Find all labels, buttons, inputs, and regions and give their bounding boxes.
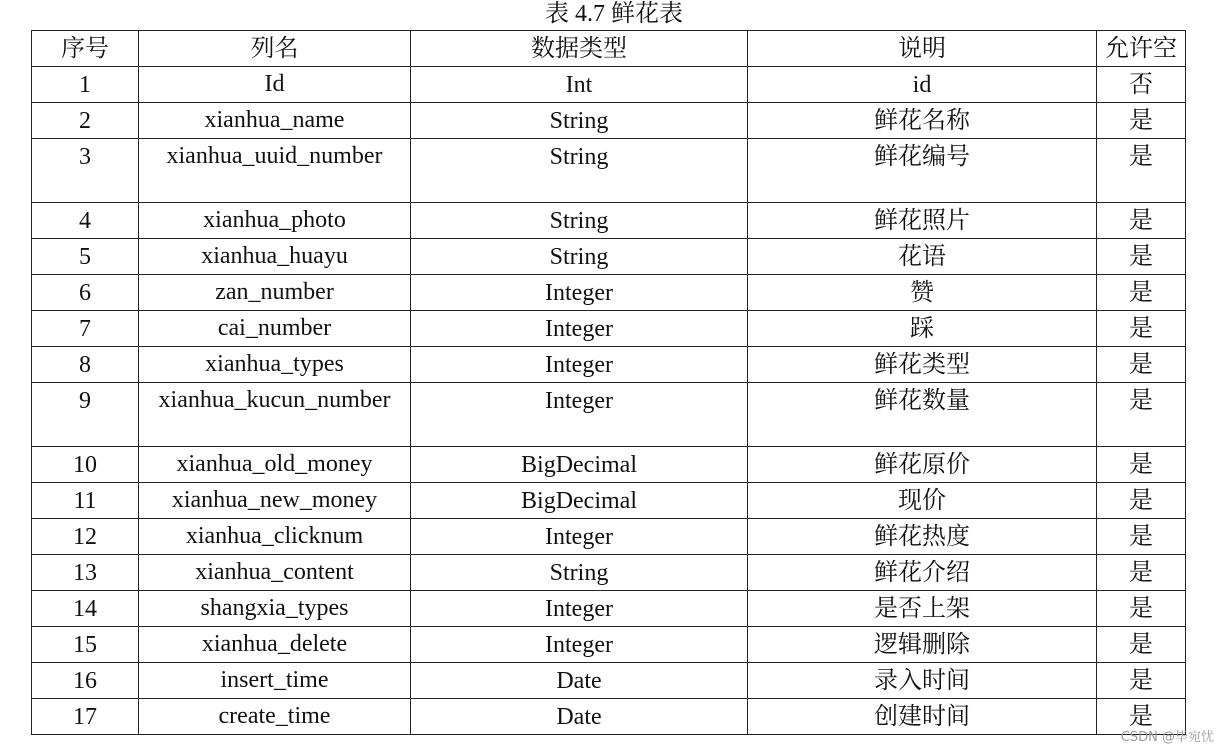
- cell-column-name: zan_number: [139, 275, 411, 311]
- table-row: [32, 663, 1186, 699]
- table-row: [32, 699, 1186, 735]
- cell-column-name: shangxia_types: [139, 591, 411, 627]
- table-row: [32, 203, 1186, 239]
- cell-no: 17: [32, 699, 139, 735]
- cell-column-name: create_time: [139, 699, 411, 735]
- cell-data-type: BigDecimal: [411, 483, 748, 519]
- cell-nullable: 是: [1097, 139, 1186, 203]
- cell-description: 录入时间: [748, 663, 1097, 699]
- cell-data-type: Integer: [411, 383, 748, 447]
- cell-description: 是否上架: [748, 591, 1097, 627]
- table-row: [32, 483, 1186, 519]
- cell-column-name: xianhua_kucun_number: [139, 383, 411, 447]
- header-no: 序号: [32, 31, 139, 67]
- table-row: [32, 239, 1186, 275]
- table-row: [32, 139, 1186, 203]
- cell-column-name: xianhua_delete: [139, 627, 411, 663]
- cell-column-name: Id: [139, 67, 411, 103]
- cell-no: 1: [32, 67, 139, 103]
- cell-nullable: 否: [1097, 67, 1186, 103]
- cell-data-type: Integer: [411, 627, 748, 663]
- table-row: [32, 591, 1186, 627]
- cell-no: 11: [32, 483, 139, 519]
- cell-description: 花语: [748, 239, 1097, 275]
- cell-data-type: Integer: [411, 591, 748, 627]
- cell-nullable: 是: [1097, 483, 1186, 519]
- cell-description: 踩: [748, 311, 1097, 347]
- cell-description: 鲜花热度: [748, 519, 1097, 555]
- cell-nullable: 是: [1097, 103, 1186, 139]
- cell-description: 创建时间: [748, 699, 1097, 735]
- cell-no: 4: [32, 203, 139, 239]
- table-row: [32, 67, 1186, 103]
- cell-data-type: Int: [411, 67, 748, 103]
- cell-no: 9: [32, 383, 139, 447]
- table-row: [32, 103, 1186, 139]
- table-row: [32, 555, 1186, 591]
- cell-data-type: String: [411, 555, 748, 591]
- cell-data-type: Integer: [411, 311, 748, 347]
- cell-nullable: 是: [1097, 239, 1186, 275]
- cell-description: 鲜花原价: [748, 447, 1097, 483]
- header-nullable: 允许空: [1097, 31, 1186, 67]
- cell-no: 13: [32, 555, 139, 591]
- cell-nullable: 是: [1097, 311, 1186, 347]
- cell-description: id: [748, 67, 1097, 103]
- flower-schema-table: [31, 30, 1186, 735]
- cell-description: 鲜花数量: [748, 383, 1097, 447]
- table-row: [32, 311, 1186, 347]
- cell-description: 鲜花名称: [748, 103, 1097, 139]
- cell-data-type: String: [411, 239, 748, 275]
- table-row: [32, 275, 1186, 311]
- cell-nullable: 是: [1097, 383, 1186, 447]
- cell-column-name: xianhua_uuid_number: [139, 139, 411, 203]
- cell-data-type: Date: [411, 699, 748, 735]
- cell-no: 14: [32, 591, 139, 627]
- cell-no: 3: [32, 139, 139, 203]
- table-row: [32, 627, 1186, 663]
- cell-no: 12: [32, 519, 139, 555]
- header-description: 说明: [748, 31, 1097, 67]
- cell-data-type: String: [411, 103, 748, 139]
- table-caption: 表 4.7 鲜花表: [545, 1, 683, 27]
- cell-data-type: Integer: [411, 519, 748, 555]
- cell-no: 6: [32, 275, 139, 311]
- table-header-row: [32, 31, 1186, 67]
- cell-nullable: 是: [1097, 663, 1186, 699]
- cell-description: 鲜花介绍: [748, 555, 1097, 591]
- table-row: [32, 347, 1186, 383]
- cell-data-type: Integer: [411, 347, 748, 383]
- cell-column-name: xianhua_new_money: [139, 483, 411, 519]
- cell-nullable: 是: [1097, 203, 1186, 239]
- cell-nullable: 是: [1097, 275, 1186, 311]
- cell-column-name: xianhua_name: [139, 103, 411, 139]
- table-row: [32, 447, 1186, 483]
- cell-column-name: cai_number: [139, 311, 411, 347]
- cell-no: 16: [32, 663, 139, 699]
- cell-column-name: xianhua_photo: [139, 203, 411, 239]
- table-row: [32, 519, 1186, 555]
- cell-no: 15: [32, 627, 139, 663]
- cell-nullable: 是: [1097, 555, 1186, 591]
- cell-no: 10: [32, 447, 139, 483]
- cell-data-type: Integer: [411, 275, 748, 311]
- cell-column-name: xianhua_content: [139, 555, 411, 591]
- cell-description: 鲜花编号: [748, 139, 1097, 203]
- cell-data-type: Date: [411, 663, 748, 699]
- cell-no: 8: [32, 347, 139, 383]
- cell-description: 鲜花类型: [748, 347, 1097, 383]
- cell-column-name: xianhua_types: [139, 347, 411, 383]
- cell-no: 7: [32, 311, 139, 347]
- cell-data-type: String: [411, 139, 748, 203]
- cell-no: 2: [32, 103, 139, 139]
- cell-nullable: 是: [1097, 699, 1186, 735]
- cell-nullable: 是: [1097, 347, 1186, 383]
- header-column-name: 列名: [139, 31, 411, 67]
- cell-description: 鲜花照片: [748, 203, 1097, 239]
- cell-nullable: 是: [1097, 627, 1186, 663]
- cell-nullable: 是: [1097, 591, 1186, 627]
- cell-description: 现价: [748, 483, 1097, 519]
- cell-nullable: 是: [1097, 447, 1186, 483]
- cell-column-name: insert_time: [139, 663, 411, 699]
- header-data-type: 数据类型: [411, 31, 748, 67]
- cell-description: 逻辑删除: [748, 627, 1097, 663]
- cell-column-name: xianhua_old_money: [139, 447, 411, 483]
- table-row: [32, 383, 1186, 447]
- cell-no: 5: [32, 239, 139, 275]
- cell-description: 赞: [748, 275, 1097, 311]
- watermark: CSDN @毕宛忧: [1120, 730, 1214, 745]
- cell-nullable: 是: [1097, 519, 1186, 555]
- cell-column-name: xianhua_huayu: [139, 239, 411, 275]
- cell-column-name: xianhua_clicknum: [139, 519, 411, 555]
- cell-data-type: String: [411, 203, 748, 239]
- cell-data-type: BigDecimal: [411, 447, 748, 483]
